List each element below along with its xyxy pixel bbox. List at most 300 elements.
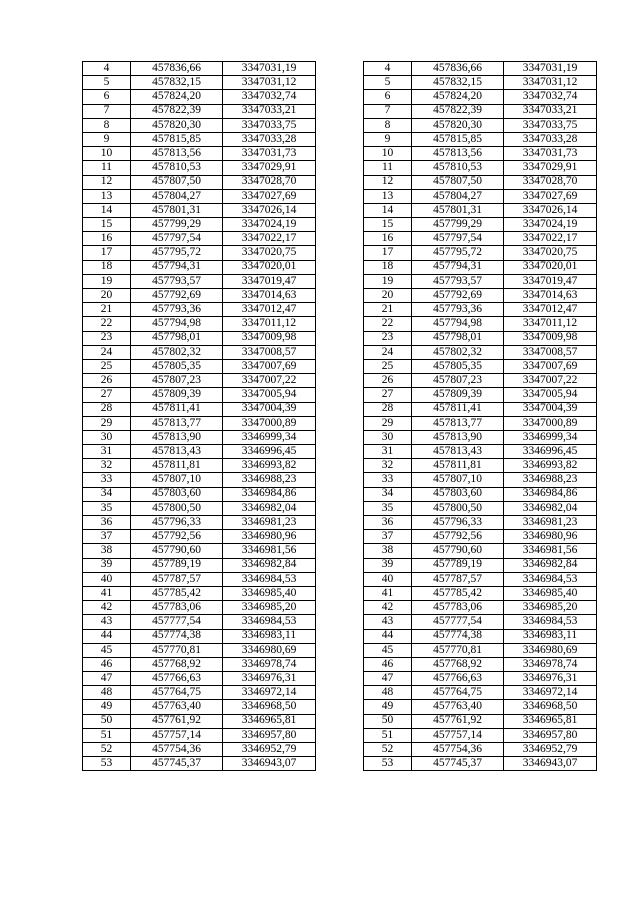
table-row (83, 416, 597, 430)
column-gap (316, 757, 364, 771)
column-gap (316, 402, 364, 416)
left-point-number-cell: 22 (83, 317, 131, 331)
right-point-number-cell: 28 (364, 402, 412, 416)
left-x-coordinate-cell: 457822,39 (131, 104, 223, 118)
right-point-number-cell: 35 (364, 501, 412, 515)
table-row (83, 544, 597, 558)
left-y-coordinate-cell: 3347011,12 (223, 317, 316, 331)
table-row (83, 118, 597, 132)
right-x-coordinate-cell: 457807,23 (412, 374, 504, 388)
left-point-number-cell: 34 (83, 487, 131, 501)
right-point-number-cell: 25 (364, 359, 412, 373)
column-gap (316, 331, 364, 345)
column-gap (316, 615, 364, 629)
right-point-number-cell: 24 (364, 345, 412, 359)
left-point-number-cell: 37 (83, 530, 131, 544)
left-x-coordinate-cell: 457770,81 (131, 643, 223, 657)
table-row (83, 501, 597, 515)
table-row (83, 757, 597, 771)
table-row (83, 445, 597, 459)
right-x-coordinate-cell: 457815,85 (412, 132, 504, 146)
table-row (83, 459, 597, 473)
right-x-coordinate-cell: 457807,10 (412, 473, 504, 487)
column-gap (316, 175, 364, 189)
column-gap (316, 558, 364, 572)
right-y-coordinate-cell: 3346983,11 (504, 629, 597, 643)
left-y-coordinate-cell: 3347033,75 (223, 118, 316, 132)
right-y-coordinate-cell: 3347012,47 (504, 303, 597, 317)
right-x-coordinate-cell: 457785,42 (412, 586, 504, 600)
right-point-number-cell: 30 (364, 430, 412, 444)
right-point-number-cell: 47 (364, 672, 412, 686)
right-x-coordinate-cell: 457795,72 (412, 246, 504, 260)
right-point-number-cell: 5 (364, 76, 412, 90)
column-gap (316, 530, 364, 544)
right-x-coordinate-cell: 457789,19 (412, 558, 504, 572)
left-point-number-cell: 41 (83, 586, 131, 600)
right-y-coordinate-cell: 3347022,17 (504, 232, 597, 246)
left-x-coordinate-cell: 457799,29 (131, 218, 223, 232)
right-y-coordinate-cell: 3347028,70 (504, 175, 597, 189)
left-x-coordinate-cell: 457813,77 (131, 416, 223, 430)
right-y-coordinate-cell: 3347033,75 (504, 118, 597, 132)
left-x-coordinate-cell: 457768,92 (131, 657, 223, 671)
right-point-number-cell: 46 (364, 657, 412, 671)
left-x-coordinate-cell: 457757,14 (131, 728, 223, 742)
right-point-number-cell: 23 (364, 331, 412, 345)
right-point-number-cell: 40 (364, 572, 412, 586)
right-y-coordinate-cell: 3347019,47 (504, 274, 597, 288)
left-y-coordinate-cell: 3346980,69 (223, 643, 316, 657)
right-y-coordinate-cell: 3347000,89 (504, 416, 597, 430)
right-y-coordinate-cell: 3347024,19 (504, 218, 597, 232)
right-x-coordinate-cell: 457770,81 (412, 643, 504, 657)
table-row (83, 232, 597, 246)
left-y-coordinate-cell: 3347020,75 (223, 246, 316, 260)
right-x-coordinate-cell: 457832,15 (412, 76, 504, 90)
column-gap (316, 260, 364, 274)
right-x-coordinate-cell: 457798,01 (412, 331, 504, 345)
right-y-coordinate-cell: 3347008,57 (504, 345, 597, 359)
left-x-coordinate-cell: 457811,41 (131, 402, 223, 416)
right-y-coordinate-cell: 3347007,22 (504, 374, 597, 388)
right-point-number-cell: 38 (364, 544, 412, 558)
left-point-number-cell: 14 (83, 203, 131, 217)
left-x-coordinate-cell: 457803,60 (131, 487, 223, 501)
right-y-coordinate-cell: 3346976,31 (504, 672, 597, 686)
column-gap (316, 189, 364, 203)
table-row (83, 374, 597, 388)
column-gap (316, 487, 364, 501)
right-x-coordinate-cell: 457793,36 (412, 303, 504, 317)
left-x-coordinate-cell: 457790,60 (131, 544, 223, 558)
table-row (83, 686, 597, 700)
left-x-coordinate-cell: 457836,66 (131, 62, 223, 76)
left-point-number-cell: 17 (83, 246, 131, 260)
right-x-coordinate-cell: 457805,35 (412, 359, 504, 373)
left-x-coordinate-cell: 457807,23 (131, 374, 223, 388)
right-y-coordinate-cell: 3346943,07 (504, 757, 597, 771)
right-y-coordinate-cell: 3347026,14 (504, 203, 597, 217)
table-row (83, 289, 597, 303)
column-gap (316, 601, 364, 615)
right-point-number-cell: 12 (364, 175, 412, 189)
right-point-number-cell: 21 (364, 303, 412, 317)
left-y-coordinate-cell: 3346981,23 (223, 516, 316, 530)
left-x-coordinate-cell: 457792,56 (131, 530, 223, 544)
left-y-coordinate-cell: 3347031,73 (223, 147, 316, 161)
left-point-number-cell: 23 (83, 331, 131, 345)
right-x-coordinate-cell: 457774,38 (412, 629, 504, 643)
left-y-coordinate-cell: 3347027,69 (223, 189, 316, 203)
left-point-number-cell: 24 (83, 345, 131, 359)
left-y-coordinate-cell: 3347000,89 (223, 416, 316, 430)
right-y-coordinate-cell: 3347009,98 (504, 331, 597, 345)
right-point-number-cell: 26 (364, 374, 412, 388)
right-x-coordinate-cell: 457754,36 (412, 743, 504, 757)
left-y-coordinate-cell: 3346965,81 (223, 714, 316, 728)
table-row (83, 643, 597, 657)
right-point-number-cell: 13 (364, 189, 412, 203)
left-y-coordinate-cell: 3347020,01 (223, 260, 316, 274)
right-point-number-cell: 11 (364, 161, 412, 175)
right-point-number-cell: 34 (364, 487, 412, 501)
right-point-number-cell: 41 (364, 586, 412, 600)
coordinates-table-body (83, 62, 597, 771)
column-gap (316, 416, 364, 430)
right-point-number-cell: 43 (364, 615, 412, 629)
right-point-number-cell: 8 (364, 118, 412, 132)
left-point-number-cell: 31 (83, 445, 131, 459)
left-x-coordinate-cell: 457745,37 (131, 757, 223, 771)
table-row (83, 76, 597, 90)
left-y-coordinate-cell: 3346988,23 (223, 473, 316, 487)
right-point-number-cell: 14 (364, 203, 412, 217)
right-x-coordinate-cell: 457800,50 (412, 501, 504, 515)
left-point-number-cell: 28 (83, 402, 131, 416)
table-row (83, 402, 597, 416)
left-point-number-cell: 53 (83, 757, 131, 771)
right-y-coordinate-cell: 3347029,91 (504, 161, 597, 175)
right-y-coordinate-cell: 3346981,56 (504, 544, 597, 558)
right-x-coordinate-cell: 457761,92 (412, 714, 504, 728)
left-point-number-cell: 52 (83, 743, 131, 757)
right-y-coordinate-cell: 3346965,81 (504, 714, 597, 728)
left-point-number-cell: 39 (83, 558, 131, 572)
table-row (83, 260, 597, 274)
right-point-number-cell: 39 (364, 558, 412, 572)
right-x-coordinate-cell: 457822,39 (412, 104, 504, 118)
right-y-coordinate-cell: 3346972,14 (504, 686, 597, 700)
left-point-number-cell: 8 (83, 118, 131, 132)
table-row (83, 487, 597, 501)
left-x-coordinate-cell: 457807,50 (131, 175, 223, 189)
left-y-coordinate-cell: 3347026,14 (223, 203, 316, 217)
left-x-coordinate-cell: 457785,42 (131, 586, 223, 600)
left-point-number-cell: 35 (83, 501, 131, 515)
right-x-coordinate-cell: 457803,60 (412, 487, 504, 501)
left-point-number-cell: 16 (83, 232, 131, 246)
table-row (83, 700, 597, 714)
left-point-number-cell: 18 (83, 260, 131, 274)
right-x-coordinate-cell: 457809,39 (412, 388, 504, 402)
column-gap (316, 657, 364, 671)
table-row (83, 728, 597, 742)
right-x-coordinate-cell: 457792,56 (412, 530, 504, 544)
column-gap (316, 714, 364, 728)
right-point-number-cell: 51 (364, 728, 412, 742)
left-point-number-cell: 43 (83, 615, 131, 629)
left-point-number-cell: 19 (83, 274, 131, 288)
left-y-coordinate-cell: 3346984,86 (223, 487, 316, 501)
left-point-number-cell: 9 (83, 132, 131, 146)
right-point-number-cell: 53 (364, 757, 412, 771)
column-gap (316, 161, 364, 175)
left-point-number-cell: 45 (83, 643, 131, 657)
right-x-coordinate-cell: 457801,31 (412, 203, 504, 217)
column-gap (316, 743, 364, 757)
left-x-coordinate-cell: 457774,38 (131, 629, 223, 643)
left-y-coordinate-cell: 3347005,94 (223, 388, 316, 402)
left-x-coordinate-cell: 457832,15 (131, 76, 223, 90)
right-x-coordinate-cell: 457777,54 (412, 615, 504, 629)
column-gap (316, 62, 364, 76)
left-y-coordinate-cell: 3346983,11 (223, 629, 316, 643)
left-x-coordinate-cell: 457793,57 (131, 274, 223, 288)
right-x-coordinate-cell: 457811,81 (412, 459, 504, 473)
table-row (83, 615, 597, 629)
left-y-coordinate-cell: 3347022,17 (223, 232, 316, 246)
right-y-coordinate-cell: 3347011,12 (504, 317, 597, 331)
right-point-number-cell: 20 (364, 289, 412, 303)
table-row (83, 203, 597, 217)
left-x-coordinate-cell: 457810,53 (131, 161, 223, 175)
column-gap (316, 686, 364, 700)
right-point-number-cell: 18 (364, 260, 412, 274)
left-point-number-cell: 30 (83, 430, 131, 444)
column-gap (316, 132, 364, 146)
left-y-coordinate-cell: 3347007,22 (223, 374, 316, 388)
right-point-number-cell: 37 (364, 530, 412, 544)
left-y-coordinate-cell: 3346972,14 (223, 686, 316, 700)
left-y-coordinate-cell: 3346984,53 (223, 572, 316, 586)
table-row (83, 530, 597, 544)
table-row (83, 90, 597, 104)
left-y-coordinate-cell: 3346943,07 (223, 757, 316, 771)
right-y-coordinate-cell: 3346984,53 (504, 615, 597, 629)
left-point-number-cell: 29 (83, 416, 131, 430)
right-x-coordinate-cell: 457797,54 (412, 232, 504, 246)
left-x-coordinate-cell: 457809,39 (131, 388, 223, 402)
left-x-coordinate-cell: 457794,31 (131, 260, 223, 274)
right-x-coordinate-cell: 457745,37 (412, 757, 504, 771)
column-gap (316, 76, 364, 90)
column-gap (316, 459, 364, 473)
column-gap (316, 317, 364, 331)
column-gap (316, 700, 364, 714)
left-x-coordinate-cell: 457801,31 (131, 203, 223, 217)
left-point-number-cell: 49 (83, 700, 131, 714)
left-x-coordinate-cell: 457813,90 (131, 430, 223, 444)
right-x-coordinate-cell: 457813,77 (412, 416, 504, 430)
table-row (83, 331, 597, 345)
right-point-number-cell: 45 (364, 643, 412, 657)
table-row (83, 175, 597, 189)
table-row (83, 317, 597, 331)
left-x-coordinate-cell: 457763,40 (131, 700, 223, 714)
right-x-coordinate-cell: 457794,31 (412, 260, 504, 274)
left-x-coordinate-cell: 457793,36 (131, 303, 223, 317)
column-gap (316, 203, 364, 217)
right-y-coordinate-cell: 3347031,73 (504, 147, 597, 161)
left-y-coordinate-cell: 3347031,12 (223, 76, 316, 90)
right-point-number-cell: 15 (364, 218, 412, 232)
left-point-number-cell: 47 (83, 672, 131, 686)
right-point-number-cell: 32 (364, 459, 412, 473)
left-y-coordinate-cell: 3347009,98 (223, 331, 316, 345)
column-gap (316, 629, 364, 643)
left-point-number-cell: 36 (83, 516, 131, 530)
left-point-number-cell: 13 (83, 189, 131, 203)
left-x-coordinate-cell: 457764,75 (131, 686, 223, 700)
right-point-number-cell: 42 (364, 601, 412, 615)
right-x-coordinate-cell: 457792,69 (412, 289, 504, 303)
column-gap (316, 246, 364, 260)
right-y-coordinate-cell: 3346996,45 (504, 445, 597, 459)
left-x-coordinate-cell: 457792,69 (131, 289, 223, 303)
left-point-number-cell: 7 (83, 104, 131, 118)
left-y-coordinate-cell: 3347031,19 (223, 62, 316, 76)
left-y-coordinate-cell: 3347004,39 (223, 402, 316, 416)
left-x-coordinate-cell: 457815,85 (131, 132, 223, 146)
table-row (83, 388, 597, 402)
column-gap (316, 147, 364, 161)
right-x-coordinate-cell: 457799,29 (412, 218, 504, 232)
table-row (83, 274, 597, 288)
left-x-coordinate-cell: 457787,57 (131, 572, 223, 586)
left-point-number-cell: 44 (83, 629, 131, 643)
left-y-coordinate-cell: 3346976,31 (223, 672, 316, 686)
table-row (83, 246, 597, 260)
table-row (83, 558, 597, 572)
column-gap (316, 289, 364, 303)
right-y-coordinate-cell: 3346984,53 (504, 572, 597, 586)
left-x-coordinate-cell: 457783,06 (131, 601, 223, 615)
left-y-coordinate-cell: 3346982,04 (223, 501, 316, 515)
right-y-coordinate-cell: 3347031,12 (504, 76, 597, 90)
right-point-number-cell: 17 (364, 246, 412, 260)
right-y-coordinate-cell: 3346968,50 (504, 700, 597, 714)
left-point-number-cell: 38 (83, 544, 131, 558)
left-y-coordinate-cell: 3346993,82 (223, 459, 316, 473)
table-row (83, 359, 597, 373)
right-point-number-cell: 33 (364, 473, 412, 487)
left-x-coordinate-cell: 457813,43 (131, 445, 223, 459)
table-row (83, 132, 597, 146)
table-row (83, 516, 597, 530)
left-y-coordinate-cell: 3347029,91 (223, 161, 316, 175)
column-gap (316, 104, 364, 118)
right-x-coordinate-cell: 457768,92 (412, 657, 504, 671)
right-y-coordinate-cell: 3347031,19 (504, 62, 597, 76)
left-point-number-cell: 21 (83, 303, 131, 317)
table-row (83, 601, 597, 615)
right-x-coordinate-cell: 457793,57 (412, 274, 504, 288)
right-point-number-cell: 48 (364, 686, 412, 700)
left-y-coordinate-cell: 3346984,53 (223, 615, 316, 629)
column-gap (316, 345, 364, 359)
right-point-number-cell: 19 (364, 274, 412, 288)
column-gap (316, 586, 364, 600)
right-point-number-cell: 9 (364, 132, 412, 146)
column-gap (316, 473, 364, 487)
left-y-coordinate-cell: 3347028,70 (223, 175, 316, 189)
right-y-coordinate-cell: 3346952,79 (504, 743, 597, 757)
left-point-number-cell: 15 (83, 218, 131, 232)
column-gap (316, 90, 364, 104)
column-gap (316, 359, 364, 373)
right-y-coordinate-cell: 3346980,69 (504, 643, 597, 657)
right-y-coordinate-cell: 3346985,40 (504, 586, 597, 600)
table-row (83, 147, 597, 161)
right-point-number-cell: 7 (364, 104, 412, 118)
right-x-coordinate-cell: 457807,50 (412, 175, 504, 189)
right-y-coordinate-cell: 3346999,34 (504, 430, 597, 444)
right-y-coordinate-cell: 3347032,74 (504, 90, 597, 104)
left-y-coordinate-cell: 3346981,56 (223, 544, 316, 558)
right-x-coordinate-cell: 457802,32 (412, 345, 504, 359)
right-x-coordinate-cell: 457796,33 (412, 516, 504, 530)
left-point-number-cell: 51 (83, 728, 131, 742)
coordinates-table (82, 61, 597, 771)
table-row (83, 161, 597, 175)
right-x-coordinate-cell: 457790,60 (412, 544, 504, 558)
left-x-coordinate-cell: 457789,19 (131, 558, 223, 572)
table-row (83, 104, 597, 118)
table-row (83, 345, 597, 359)
table-row (83, 218, 597, 232)
right-point-number-cell: 36 (364, 516, 412, 530)
left-x-coordinate-cell: 457794,98 (131, 317, 223, 331)
right-x-coordinate-cell: 457811,41 (412, 402, 504, 416)
right-point-number-cell: 31 (364, 445, 412, 459)
left-x-coordinate-cell: 457820,30 (131, 118, 223, 132)
left-y-coordinate-cell: 3346957,80 (223, 728, 316, 742)
right-x-coordinate-cell: 457813,43 (412, 445, 504, 459)
left-y-coordinate-cell: 3347033,21 (223, 104, 316, 118)
left-y-coordinate-cell: 3347008,57 (223, 345, 316, 359)
left-y-coordinate-cell: 3347019,47 (223, 274, 316, 288)
column-gap (316, 274, 364, 288)
left-point-number-cell: 5 (83, 76, 131, 90)
left-point-number-cell: 6 (83, 90, 131, 104)
right-x-coordinate-cell: 457783,06 (412, 601, 504, 615)
right-point-number-cell: 10 (364, 147, 412, 161)
right-point-number-cell: 50 (364, 714, 412, 728)
left-y-coordinate-cell: 3346978,74 (223, 657, 316, 671)
right-y-coordinate-cell: 3347033,21 (504, 104, 597, 118)
left-point-number-cell: 26 (83, 374, 131, 388)
left-point-number-cell: 10 (83, 147, 131, 161)
left-y-coordinate-cell: 3346980,96 (223, 530, 316, 544)
left-x-coordinate-cell: 457811,81 (131, 459, 223, 473)
right-y-coordinate-cell: 3347007,69 (504, 359, 597, 373)
column-gap (316, 218, 364, 232)
left-x-coordinate-cell: 457754,36 (131, 743, 223, 757)
right-point-number-cell: 16 (364, 232, 412, 246)
left-x-coordinate-cell: 457796,33 (131, 516, 223, 530)
left-x-coordinate-cell: 457777,54 (131, 615, 223, 629)
